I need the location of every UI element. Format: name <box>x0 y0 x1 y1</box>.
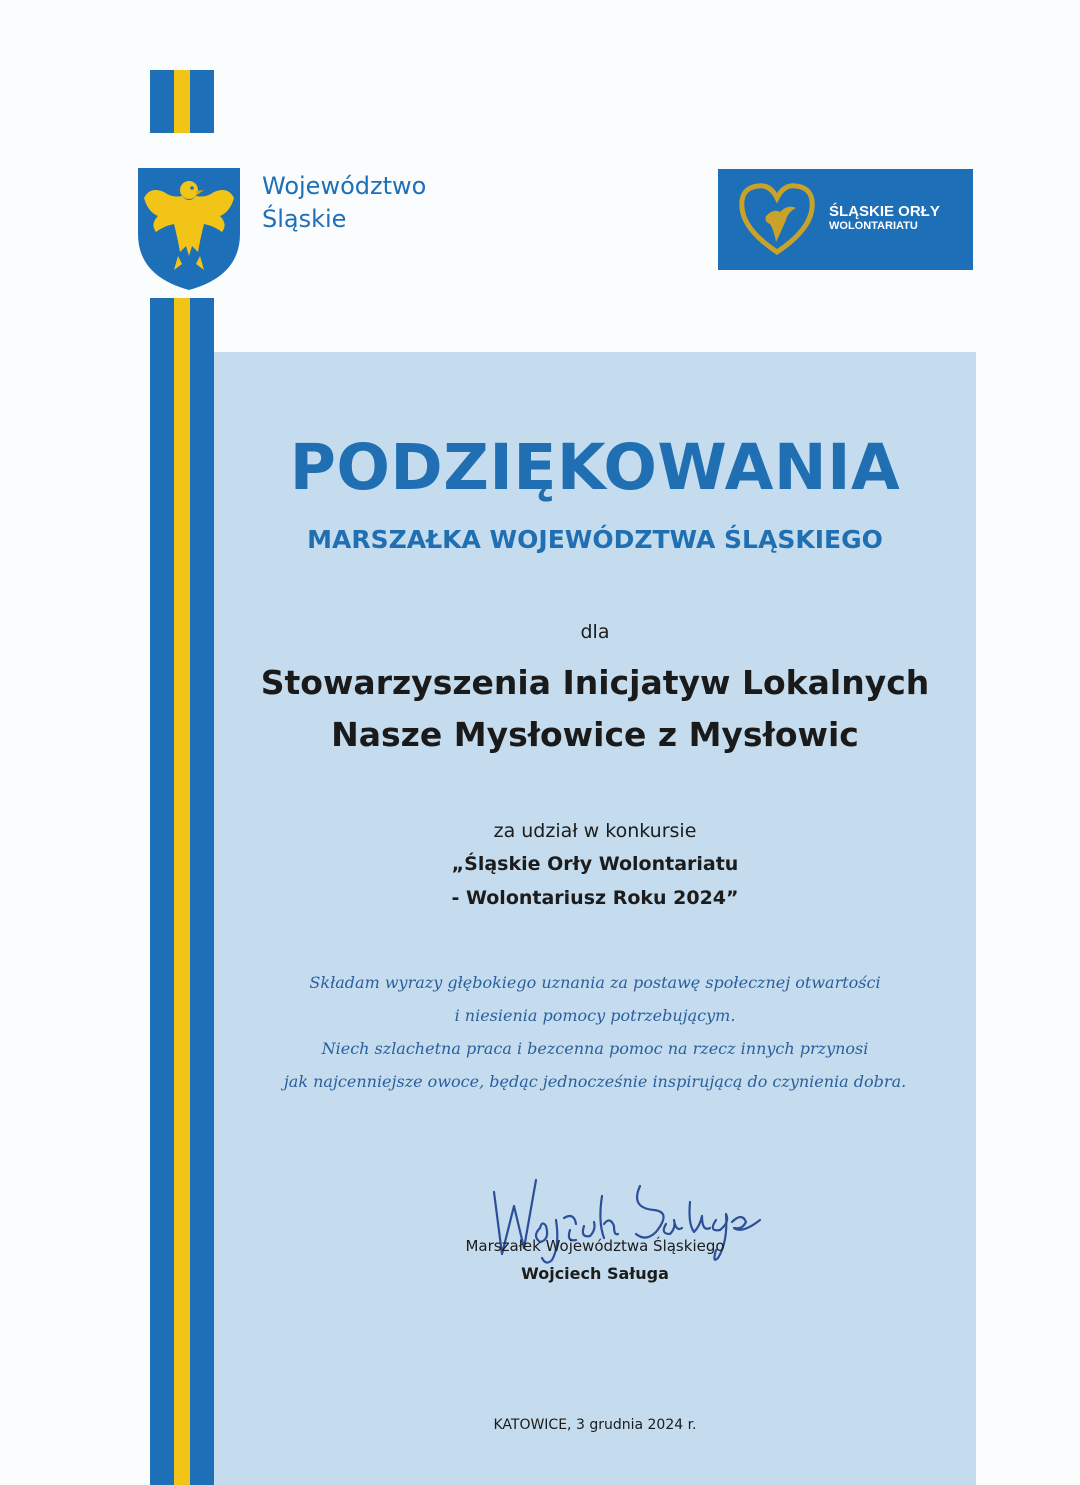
signer-role: Marszałek Województwa Śląskiego <box>465 1237 725 1255</box>
place-and-date: KATOWICE, 3 grudnia 2024 r. <box>493 1417 697 1433</box>
for-label: dla <box>580 621 610 643</box>
region-name-line1: Województwo <box>262 172 427 200</box>
message-line: Niech szlachetna praca i bezcenna pomoc na rzecz innych przynosi <box>321 1039 869 1058</box>
main-flag-stripe <box>150 298 214 1485</box>
contest-name <box>214 847 976 915</box>
recipient-name <box>214 657 976 761</box>
contest-line1: „Śląskie Orły Wolontariatu <box>451 853 739 875</box>
region-name-line2: Śląskie <box>262 205 347 233</box>
message-line: jak najcenniejsze owoce, będąc jednocześnie inspirującą do czynienia dobra. <box>283 1072 907 1091</box>
recipient-line2: Nasze Mysłowice z Mysłowic <box>331 715 859 754</box>
signer-name: Wojciech Saługa <box>521 1264 669 1283</box>
message-line: i niesienia pomocy potrzebującym. <box>454 1006 736 1025</box>
certificate-title: PODZIĘKOWANIA <box>289 431 901 504</box>
logo-line2: WOLONTARIATU <box>829 220 918 232</box>
certificate-subtitle: MARSZAŁKA WOJEWÓDZTWA ŚLĄSKIEGO <box>307 525 883 554</box>
region-name <box>262 170 502 236</box>
top-flag-stripe <box>150 70 214 133</box>
contest-line2: - Wolontariusz Roku 2024” <box>451 887 739 909</box>
silesia-eagle-icon <box>134 164 244 292</box>
heart-eagle-icon <box>736 178 818 260</box>
reason-text: za udział w konkursie <box>493 820 697 842</box>
slaskie-orly-wordmark <box>829 203 940 233</box>
message-line: Składam wyrazy głębokiego uznania za postawę społecznej otwartości <box>309 973 881 992</box>
appreciation-message <box>214 966 976 1098</box>
recipient-line1: Stowarzyszenia Inicjatyw Lokalnych <box>260 663 930 702</box>
logo-line1: ŚLĄSKIE ORŁY <box>829 203 940 220</box>
